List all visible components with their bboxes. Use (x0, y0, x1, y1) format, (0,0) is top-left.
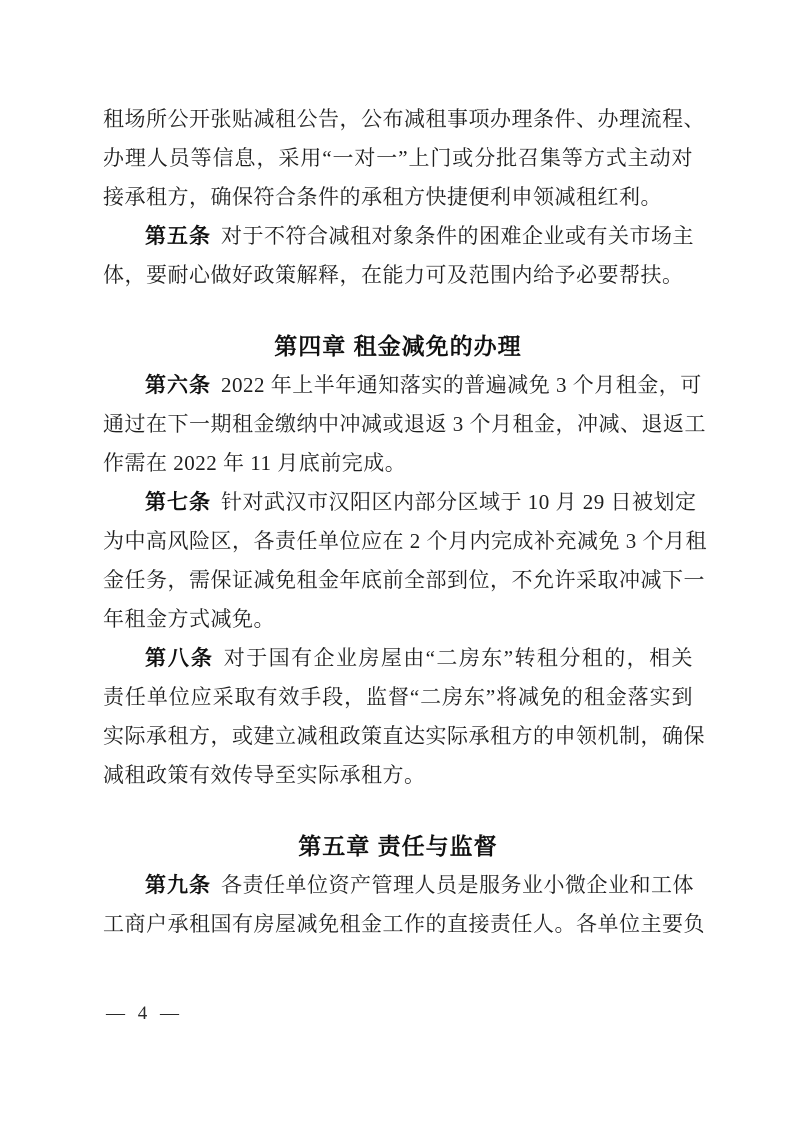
paragraph (103, 100, 705, 217)
paragraph (103, 483, 707, 639)
chapter-heading: 第五章 责任与监督 (298, 833, 498, 859)
chapter-heading: 第四章 租金减免的办理 (274, 333, 522, 359)
body-line: 接承租方，确保符合条件的承租方快捷便利申领减租红利。 (103, 185, 662, 209)
body-line: 第九条 各责任单位资产管理人员是服务业小微企业和工体 (145, 873, 694, 897)
body-line: 工商户承租国有房屋减免租金工作的直接责任人。各单位主要负 (103, 912, 705, 936)
document-body (103, 100, 707, 944)
paragraph (103, 217, 693, 295)
article-label: 第七条 (145, 491, 211, 514)
body-line: 第八条 对于国有企业房屋由“二房东”转租分租的，相关 (145, 646, 694, 670)
body-line: 减租政策有效传导至实际承租方。 (103, 763, 426, 787)
page-number: — 4 — (106, 1003, 183, 1024)
body-line: 通过在下一期租金缴纳中冲减或退返 3 个月租金，冲减、退返工 (103, 412, 706, 436)
body-line: 租场所公开张贴减租公告，公布减租事项办理条件、办理流程、 (103, 107, 705, 131)
article-label: 第六条 (145, 374, 211, 397)
paragraph (103, 866, 705, 944)
body-line: 办理人员等信息，采用“一对一”上门或分批召集等方式主动对 (103, 146, 693, 170)
body-line: 责任单位应采取有效手段，监督“二房东”将减免的租金落实到 (103, 685, 693, 709)
body-line: 第七条 针对武汉市汉阳区内部分区域于 10 月 29 日被划定 (145, 490, 697, 514)
body-line: 体，要耐心做好政策解释，在能力可及范围内给予必要帮扶。 (103, 263, 684, 287)
article-label: 第八条 (145, 647, 214, 670)
body-line: 第五条 对于不符合减租对象条件的困难企业或有关市场主 (145, 224, 694, 248)
article-label: 第九条 (145, 874, 211, 897)
paragraph (103, 366, 706, 483)
body-line: 实际承租方，或建立减租政策直达实际承租方的申领机制，确保 (103, 724, 705, 748)
body-line: 为中高风险区，各责任单位应在 2 个月内完成补充减免 3 个月租 (103, 529, 707, 553)
body-line: 年租金方式减免。 (103, 607, 275, 631)
paragraph (103, 639, 705, 795)
article-label: 第五条 (145, 225, 211, 248)
body-line: 作需在 2022 年 11 月底前完成。 (103, 451, 407, 475)
body-line: 金任务，需保证减免租金年底前全部到位，不允许采取冲减下一 (103, 568, 705, 592)
body-line: 第六条 2022 年上半年通知落实的普遍减免 3 个月租金，可 (145, 373, 702, 397)
